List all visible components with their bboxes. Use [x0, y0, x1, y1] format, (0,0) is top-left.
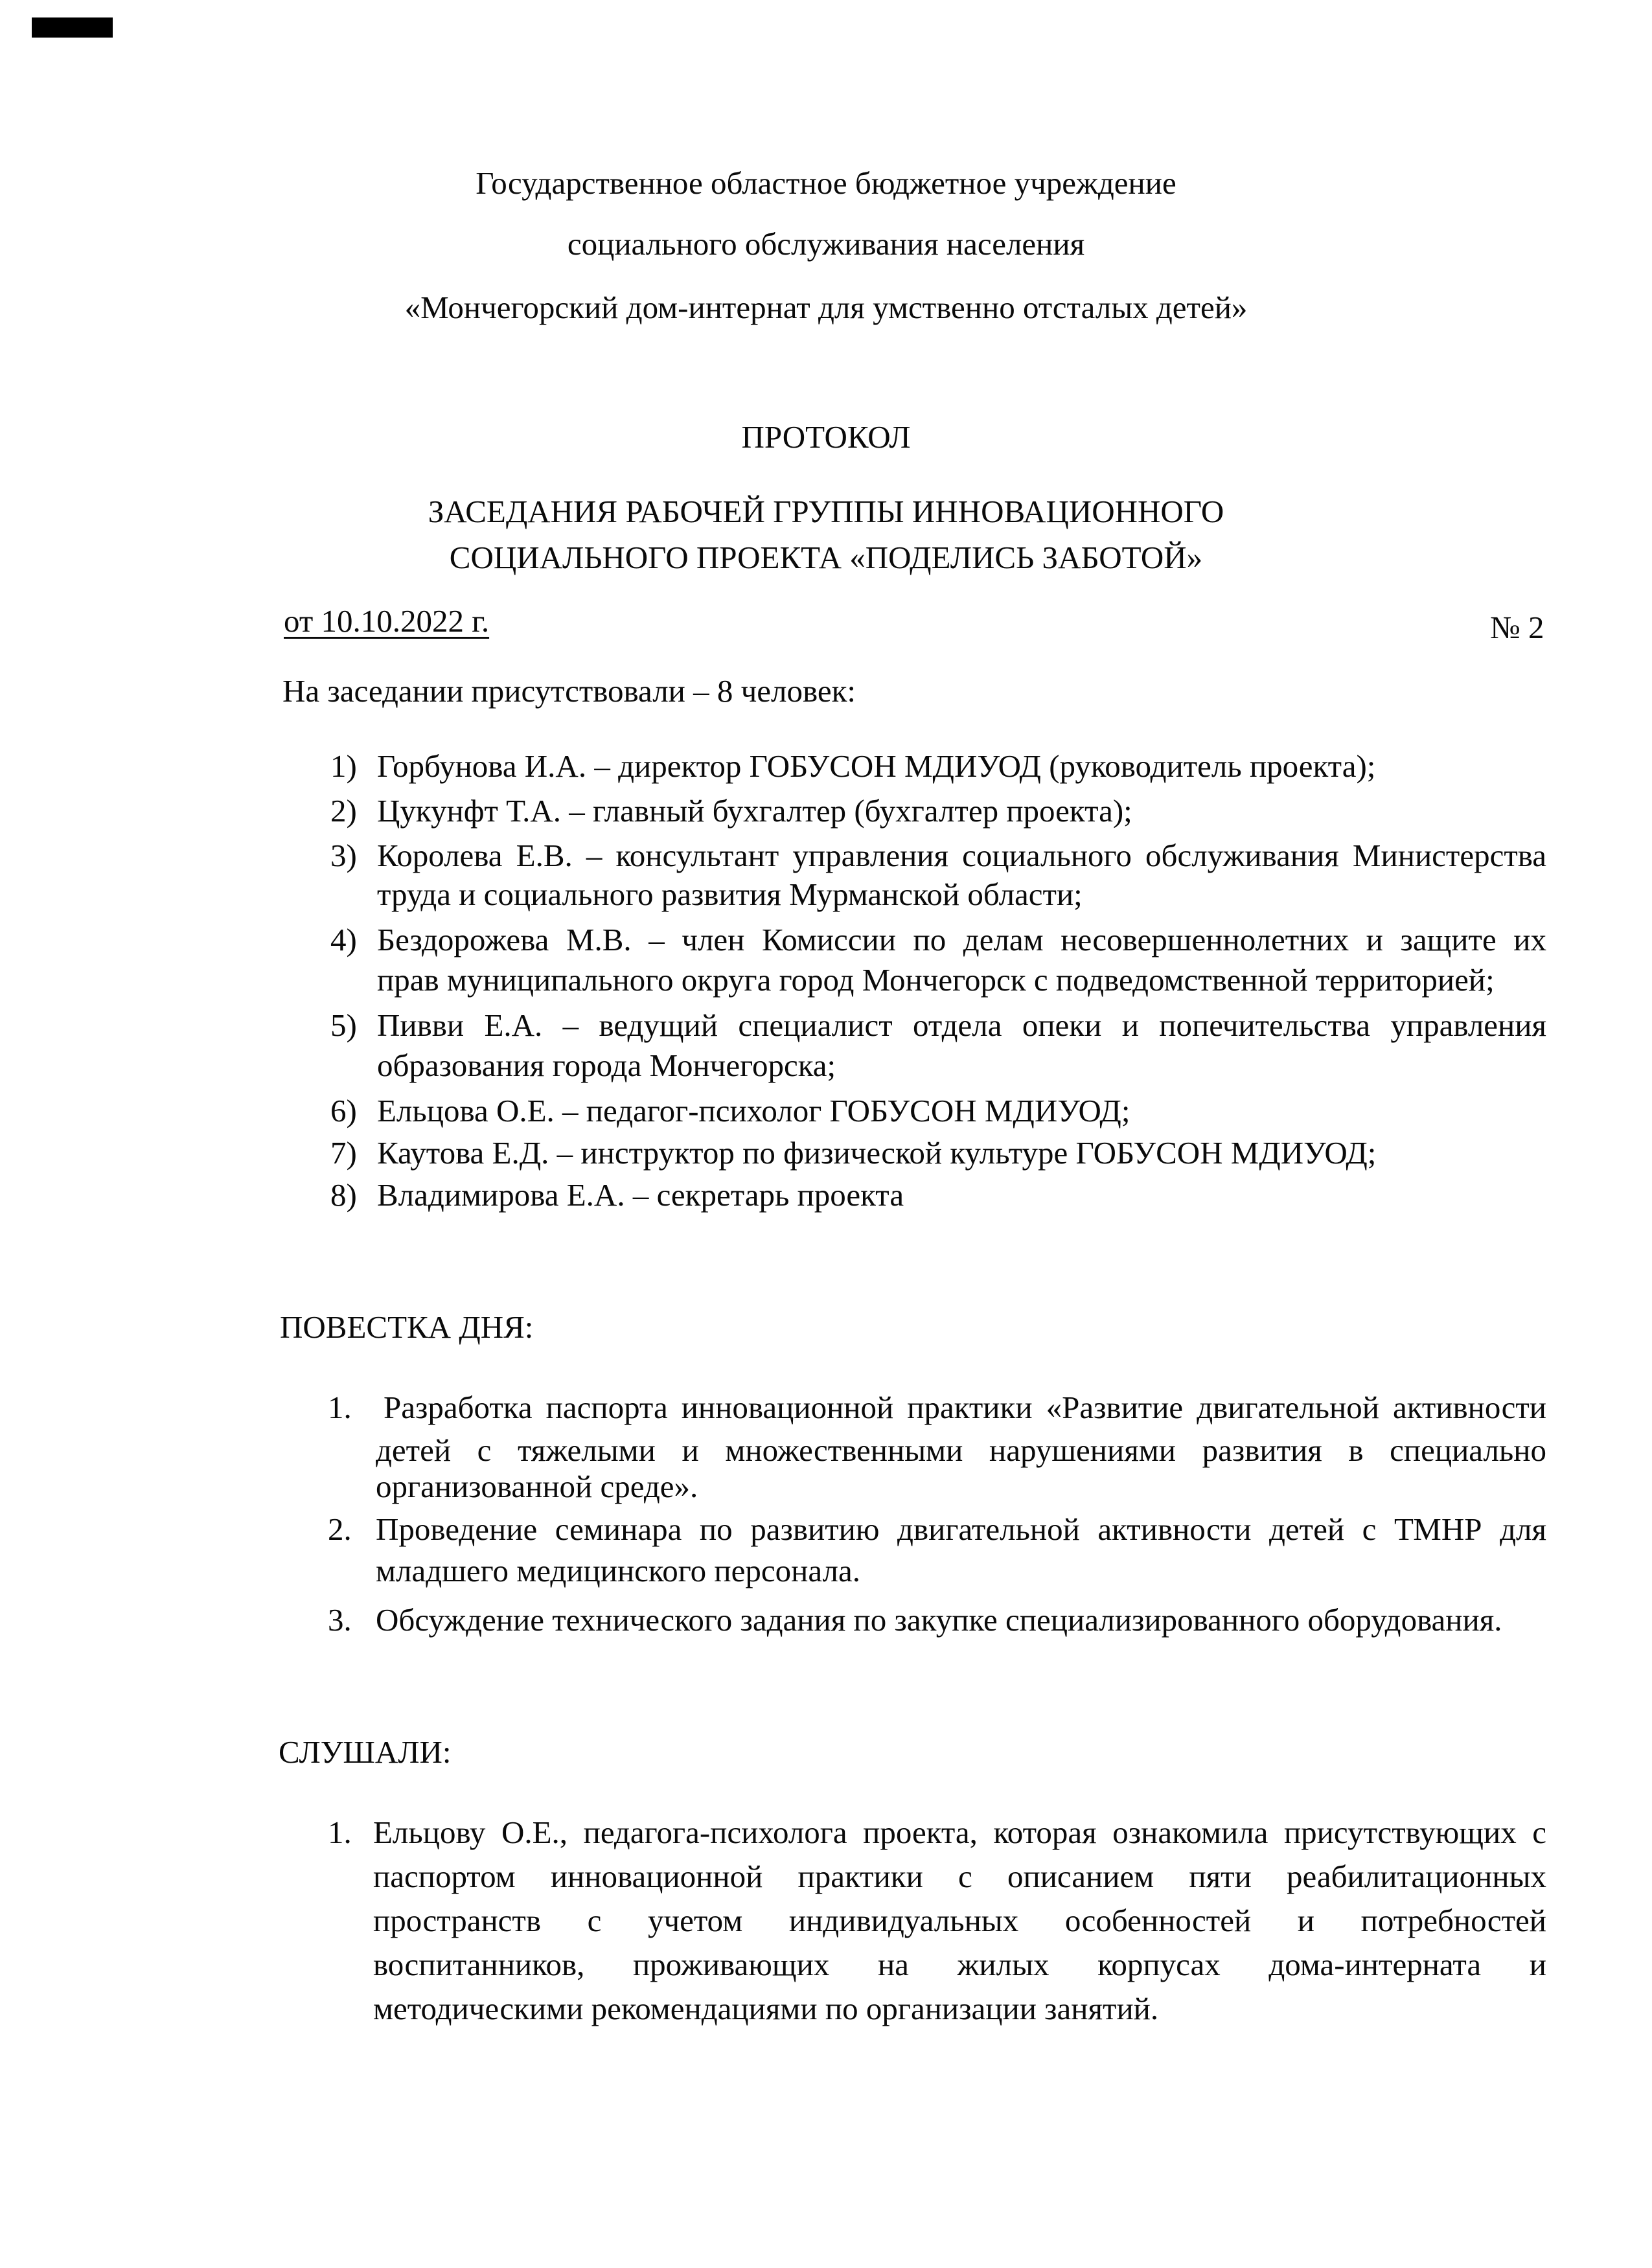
attendee-line: Каутова Е.Д. – инструктор по физической культуре ГОБУСОН МДИУОД;: [377, 1135, 1377, 1171]
org-header-line-2: социального обслуживания населения: [567, 226, 1085, 262]
agenda-line: детей с тяжелыми и множественными нарушениями развития в специально: [376, 1432, 1546, 1468]
document-title-line-1: ЗАСЕДАНИЯ РАБОЧЕЙ ГРУППЫ ИННОВАЦИОННОГО: [428, 494, 1224, 529]
heard-line: методическими рекомендациями по организации занятий.: [373, 1991, 1159, 2026]
heard-line: воспитанников, проживающих на жилых корпусах дома-интерната и: [373, 1947, 1546, 1982]
heard-line: Ельцову О.Е., педагога-психолога проекта, которая ознакомила присутствующих с: [373, 1815, 1546, 1850]
attendee-line: Бездорожева М.В. – член Комиссии по делам несовершеннолетних и защите их: [377, 922, 1546, 957]
heard-line: пространств с учетом индивидуальных особенностей и потребностей: [373, 1903, 1546, 1938]
protocol-date: от 10.10.2022 г.: [284, 603, 490, 639]
attendance-intro: На заседании присутствовали – 8 человек:: [282, 673, 856, 709]
attendee-number: 7): [330, 1135, 357, 1171]
attendee-line: Владимирова Е.А. – секретарь проекта: [377, 1177, 904, 1213]
attendee-line: Горбунова И.А. – директор ГОБУСОН МДИУОД (руководитель проекта);: [377, 748, 1376, 784]
attendee-line: Ельцова О.Е. – педагог-психолог ГОБУСОН МДИУОД;: [377, 1093, 1130, 1128]
agenda-line: организованной среде».: [376, 1469, 698, 1504]
attendee-number: 3): [330, 838, 357, 873]
attendee-number: 2): [330, 793, 357, 829]
attendee-number: 8): [330, 1177, 357, 1213]
heard-number: 1.: [328, 1815, 352, 1850]
agenda-number: 2.: [328, 1511, 352, 1547]
attendee-number: 1): [330, 748, 357, 784]
org-header-line-1: Государственное областное бюджетное учреждение: [476, 165, 1176, 201]
agenda-line: младшего медицинского персонала.: [376, 1553, 860, 1588]
agenda-number: 3.: [328, 1602, 352, 1638]
document-title-line-2: СОЦИАЛЬНОГО ПРОЕКТА «ПОДЕЛИСЬ ЗАБОТОЙ»: [449, 540, 1203, 575]
attendee-line: труда и социального развития Мурманской области;: [377, 876, 1083, 912]
attendee-line: Королева Е.В. – консультант управления социального обслуживания Министерства: [377, 838, 1546, 873]
attendee-number: 4): [330, 922, 357, 957]
agenda-heading: ПОВЕСТКА ДНЯ:: [280, 1309, 534, 1345]
attendee-number: 6): [330, 1093, 357, 1128]
scan-edge-mark: [32, 17, 113, 38]
heard-line: паспортом инновационной практики с описанием пяти реабилитационных: [373, 1859, 1546, 1894]
org-header-line-3: «Мончегорский дом-интернат для умственно отсталых детей»: [404, 290, 1248, 325]
agenda-line: Разработка паспорта инновационной практики «Развитие двигательной активности: [384, 1390, 1546, 1425]
attendee-number: 5): [330, 1007, 357, 1043]
agenda-line: Проведение семинара по развитию двигательной активности детей с ТМНР для: [376, 1511, 1546, 1547]
agenda-number: 1.: [328, 1390, 352, 1425]
attendee-line: Пивви Е.А. – ведущий специалист отдела опеки и попечительства управления: [377, 1007, 1546, 1043]
document-type: ПРОТОКОЛ: [741, 419, 911, 455]
attendee-line: Цукунфт Т.А. – главный бухгалтер (бухгалтер проекта);: [377, 793, 1132, 829]
attendee-line: прав муниципального округа город Мончегорск с подведомственной территорией;: [377, 962, 1495, 998]
protocol-number: № 2: [1490, 610, 1544, 645]
agenda-line: Обсуждение технического задания по закупке специализированного оборудования.: [376, 1602, 1502, 1638]
heard-heading: СЛУШАЛИ:: [279, 1734, 452, 1770]
attendee-line: образования города Мончегорска;: [377, 1048, 836, 1083]
